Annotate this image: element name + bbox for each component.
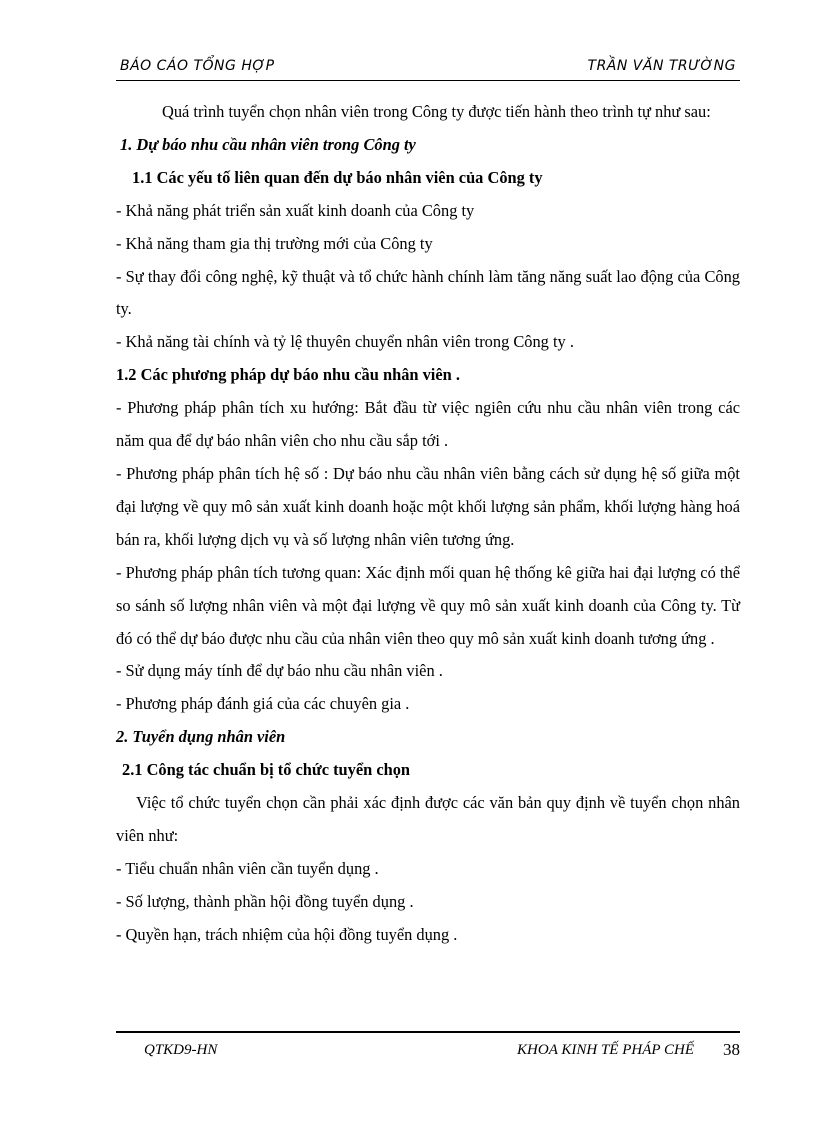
section-1-1-item: - Khả năng tham gia thị trường mới của Công ty [116,233,433,253]
section-2-heading: 2. Tuyển dụng nhân viên [116,727,286,747]
header-author-name: TRẦN VĂN TRƯỜNG [587,58,736,74]
section-2-1-item: - Số lượng, thành phần hội đồng tuyển dụng . [116,891,414,911]
section-1-2-heading: 1.2 Các phương pháp dự báo nhu cầu nhân viên . [116,365,460,385]
section-1-2-item: - Phương pháp phân tích hệ số : Dự báo nhu cầu nhân viên bằng cách sử dụng hệ số giữa một đại lượng về quy mô sản xuất kinh doanh hoặc một khối lượng sản phẩm, khối lượng hàng hoá bán ra, khối lượng dịch vụ và số lượng nhân viên tương ứng. [116,463,740,549]
section-1-1-item: - Khả năng phát triển sản xuất kinh doanh của Công ty [116,200,475,220]
footer-class-code: QTKD9-HN [144,1042,218,1058]
section-2-1-item: - Tiểu chuẩn nhân viên cần tuyển dụng . [116,858,379,878]
section-2-1-item: - Quyền hạn, trách nhiệm của hội đồng tuyển dụng . [116,924,458,944]
section-2-1-heading: 2.1 Công tác chuẩn bị tổ chức tuyển chọn [122,760,411,780]
section-2-1-intro: Việc tổ chức tuyển chọn cần phải xác định được các văn bản quy định về tuyển chọn nhân viên như: [116,793,740,845]
intro-paragraph: Quá trình tuyển chọn nhân viên trong Công ty được tiến hành theo trình tự như sau: [162,102,711,121]
header-report-title: BÁO CÁO TỔNG HỢP [120,58,275,74]
document-body [116,96,740,952]
section-1-2-item: - Phương pháp phân tích xu hướng: Bắt đầu từ việc ngiên cứu nhu cầu nhân viên trong các năm qua để dự báo nhân viên cho nhu cầu sắp tới . [116,398,740,451]
page-number: 38 [723,1040,740,1059]
section-1-heading: 1. Dự báo nhu cầu nhân viên trong Công ty [120,134,416,154]
footer-department: KHOA KINH TẾ PHÁP CHẾ [517,1042,694,1058]
section-1-1-heading: 1.1 Các yếu tố liên quan đến dự báo nhân viên của Công ty [132,167,543,187]
footer-divider [116,1031,740,1033]
section-1-1-item: - Khả năng tài chính và tỷ lệ thuyên chuyển nhân viên trong Công ty . [116,332,574,352]
section-1-2-item: - Sử dụng máy tính để dự báo nhu cầu nhân viên . [116,661,443,681]
section-1-2-item: - Phương pháp đánh giá của các chuyên gia . [116,694,410,714]
section-1-1-item: - Sự thay đổi công nghệ, kỹ thuật và tổ chức hành chính làm tăng năng suất lao động của Công ty. [116,266,740,319]
page-footer [116,1040,740,1064]
page-header [116,56,740,81]
section-1-2-item: - Phương pháp phân tích tương quan: Xác định mối quan hệ thống kê giữa hai đại lượng có thể so sánh số lượng nhân viên và một đại lượng về quy mô sản xuất kinh doanh của Công ty. Từ đó có thể dự báo được nhu cầu của nhân viên theo quy mô sản xuất kinh doanh tương ứng . [116,562,740,648]
